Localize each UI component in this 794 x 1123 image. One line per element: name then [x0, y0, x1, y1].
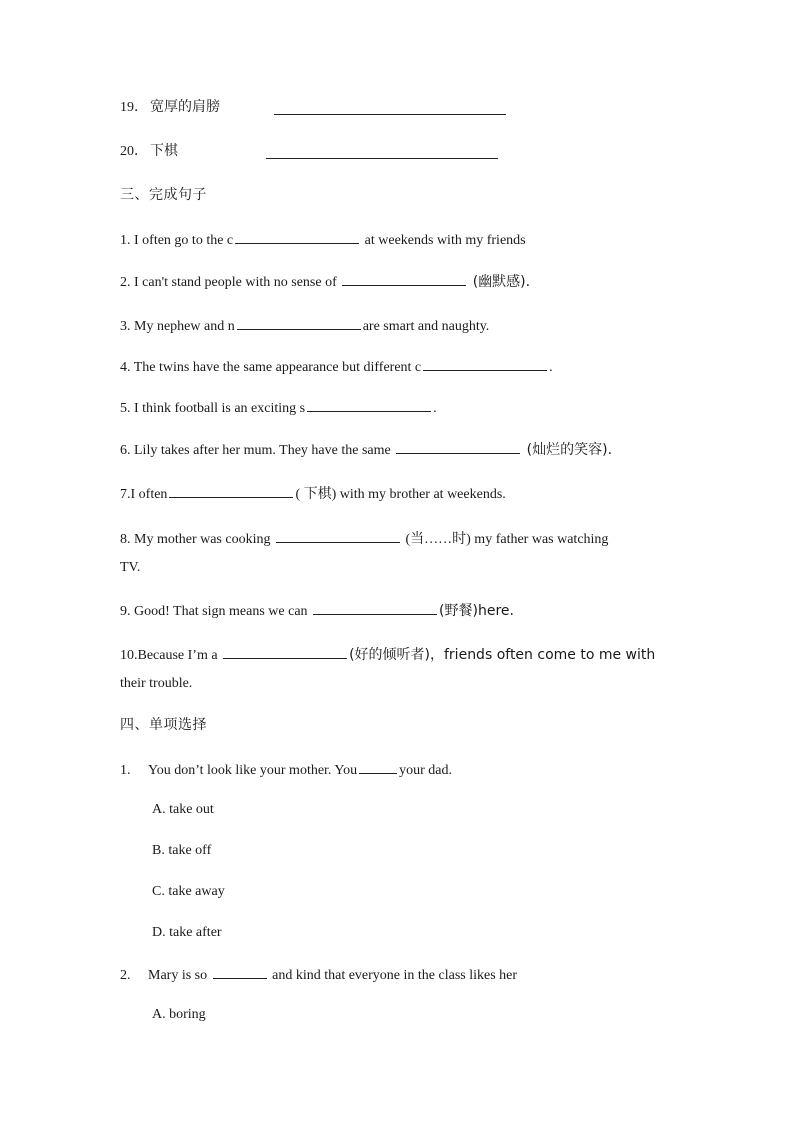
sentence-text: (当……时) my father was watching	[401, 532, 609, 547]
sentence-text: 2. I can't stand people with no sense of	[120, 275, 341, 290]
sentence-text: 3. My nephew and n	[120, 319, 235, 334]
vocab-prompt: 下棋	[150, 143, 178, 159]
sentence-text: .	[433, 401, 437, 416]
mc-option-b[interactable]: B. take off	[152, 843, 212, 858]
question-number: 1.	[120, 763, 131, 778]
sentence-10-continued: their trouble.	[120, 676, 193, 691]
mc-question-2	[120, 964, 517, 986]
answer-blank[interactable]	[223, 644, 347, 659]
sentence-text: ( 下棋) with my brother at weekends.	[295, 487, 506, 502]
answer-blank[interactable]	[359, 759, 397, 774]
vocab-prompt: 宽厚的肩膀	[150, 99, 220, 115]
sentence-text: 5. I think football is an exciting s	[120, 401, 306, 416]
sentence-text: .	[549, 360, 553, 375]
question-stem: and kind that everyone in the class likes her	[268, 968, 518, 983]
sentence-10	[120, 644, 655, 666]
sentence-7	[120, 483, 506, 505]
sentence-3	[120, 315, 489, 337]
mc-option-a[interactable]: A. take out	[152, 802, 214, 817]
answer-blank[interactable]	[307, 397, 431, 412]
sentence-text: (野餐)here.	[439, 603, 514, 619]
sentence-text: 9. Good! That sign means we can	[120, 604, 312, 619]
vocab-item-20	[120, 141, 178, 162]
section-title-multiple-choice: 四、单项选择	[120, 717, 207, 733]
answer-blank[interactable]	[237, 315, 361, 330]
question-stem: You don’t look like your mother. You	[148, 763, 358, 778]
sentence-4	[120, 356, 553, 378]
sentence-text: at weekends with my friends	[361, 233, 526, 248]
sentence-1	[120, 229, 526, 251]
sentence-text: 7.I often	[120, 487, 168, 502]
sentence-9	[120, 600, 514, 622]
answer-blank[interactable]	[235, 229, 359, 244]
answer-blank[interactable]	[169, 483, 293, 498]
mc-option-c[interactable]: C. take away	[152, 884, 225, 899]
mc-question-1	[120, 759, 452, 781]
answer-blank[interactable]	[276, 528, 400, 543]
answer-blank[interactable]	[213, 964, 267, 979]
answer-blank[interactable]	[313, 600, 437, 615]
mc-option-d[interactable]: D. take after	[152, 925, 222, 940]
answer-blank[interactable]	[274, 100, 506, 115]
mc-option-a[interactable]: A. boring	[152, 1007, 206, 1022]
answer-blank[interactable]	[342, 271, 466, 286]
sentence-text: 1. I often go to the c	[120, 233, 234, 248]
sentence-text: (好的倾听者)，friends often come to me with	[349, 647, 656, 663]
sentence-text: (灿烂的笑容).	[522, 442, 613, 458]
answer-blank[interactable]	[396, 439, 520, 454]
sentence-text: 6. Lily takes after her mum. They have the same	[120, 443, 395, 458]
sentence-8-continued: TV.	[120, 560, 141, 575]
question-stem: your dad.	[399, 763, 453, 778]
sentence-text: 8. My mother was cooking	[120, 532, 274, 547]
section-title-complete-sentences: 三、完成句子	[120, 187, 207, 203]
sentence-2	[120, 271, 530, 293]
vocab-number: 20．	[120, 144, 148, 159]
sentence-text: are smart and naughty.	[362, 319, 490, 334]
sentence-text: 10.Because I’m a	[120, 648, 222, 663]
answer-blank[interactable]	[423, 356, 547, 371]
sentence-8	[120, 528, 670, 550]
vocab-number: 19．	[120, 100, 148, 115]
sentence-text: 4. The twins have the same appearance but different c	[120, 360, 422, 375]
sentence-6	[120, 439, 612, 461]
question-stem: Mary is so	[148, 968, 211, 983]
answer-blank[interactable]	[266, 144, 498, 159]
sentence-text: (幽默感).	[468, 274, 531, 290]
question-number: 2.	[120, 968, 131, 983]
sentence-5	[120, 397, 437, 419]
vocab-item-19	[120, 97, 220, 118]
